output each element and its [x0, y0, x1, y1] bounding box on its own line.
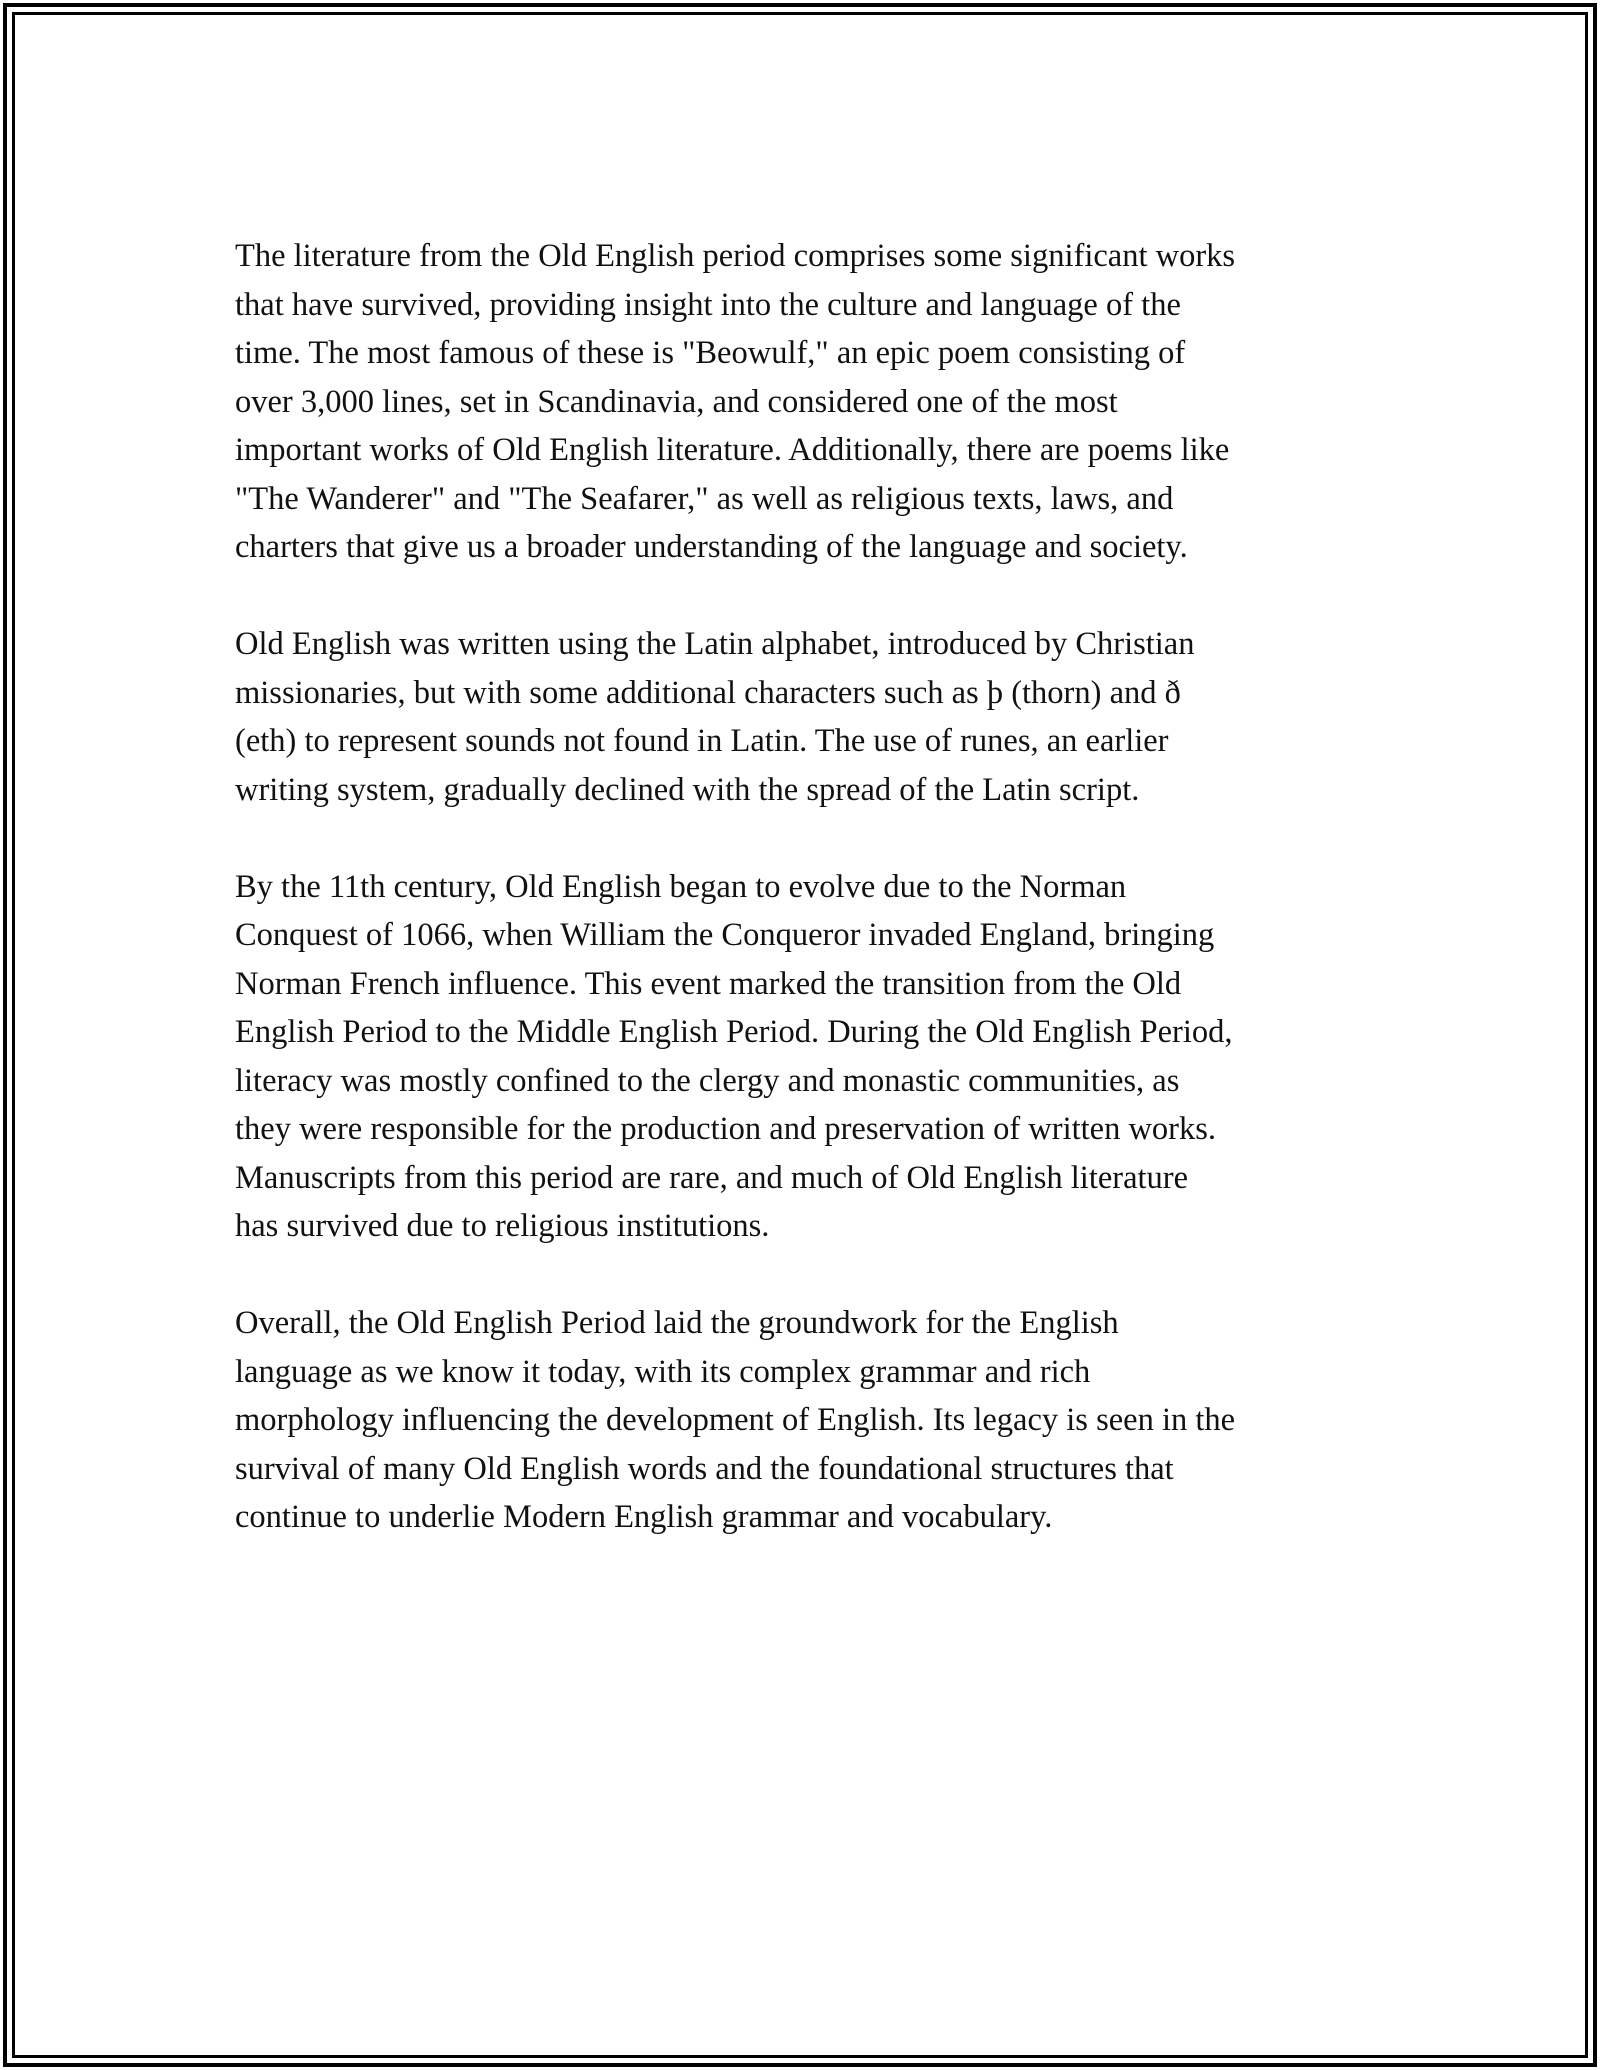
- paragraph-norman-conquest: By the 11th century, Old English began to evolve due to the Norman Conquest of 1066, when William the Conqueror invaded England, bringing Norman French influence. This event marked the transition from the Old English Period to the Middle English Period. During the Old English Period, literacy was mostly confined to the clergy and monastic communities, as they were responsible for the production and preservation of written works. Manuscripts from this period are rare, and much of Old English literature has survived due to religious institutions.: [235, 868, 1233, 1244]
- paragraph-literature: The literature from the Old English period comprises some significant works that have survived, providing insight into the culture and language of the time. The most famous of these is "Beowulf," an epic poem consisting of over 3,000 lines, set in Scandinavia, and considered one of the most important works of Old English literature. Additionally, there are poems like "The Wanderer" and "The Seafarer," as well as religious texts, laws, and charters that give us a broader understanding of the language and society.: [235, 238, 1236, 565]
- paragraph-alphabet: Old English was written using the Latin alphabet, introduced by Christian missionaries, but with some additional characters such as þ (thorn) and ð (eth) to represent sounds not found in Latin. The use of runes, an earlier writing system, gradually declined with the spread of the Latin script.: [235, 626, 1195, 808]
- document-body: [235, 232, 1385, 1590]
- paragraph-legacy: Overall, the Old English Period laid the groundwork for the English language as we know it today, with its complex grammar and rich morphology influencing the development of English. Its legacy is seen in the survival of many Old English words and the foundational structures that continue to underlie Modern English grammar and vocabulary.: [235, 1305, 1236, 1535]
